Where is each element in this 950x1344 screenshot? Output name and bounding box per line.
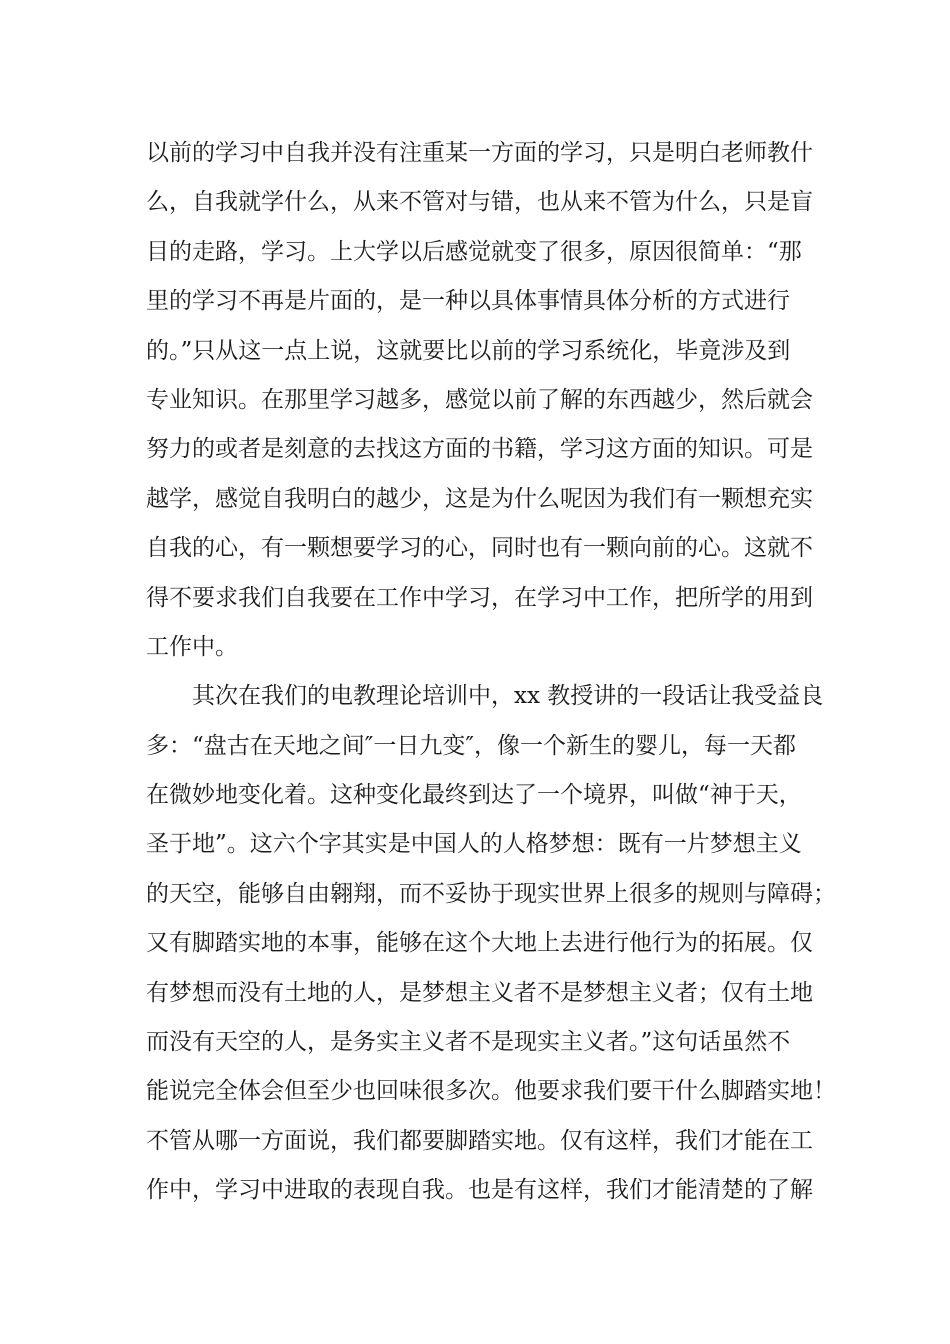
paragraph-line: 圣于地”。这六个字其实是中国人的人格梦想：既有一片梦想主义 — [146, 831, 802, 858]
document-body — [146, 129, 836, 1216]
paragraph-2 — [146, 672, 836, 1215]
paragraph-line: 么，自我就学什么，从来不管对与错，也从来不管为什么，只是盲 — [146, 189, 813, 216]
paragraph-line: 努力的或者是刻意的去找这方面的书籍，学习这方面的知识。可是 — [146, 436, 813, 463]
paragraph-line: 其次在我们的电教理论培训中，xx 教授讲的一段话让我受益良 — [192, 683, 824, 710]
paragraph-line: 的。”只从这一点上说，这就要比以前的学习系统化，毕竟涉及到 — [146, 337, 791, 364]
paragraph-line: 又有脚踏实地的本事，能够在这个大地上去进行他行为的拓展。仅 — [146, 930, 813, 957]
paragraph-line: 有梦想而没有土地的人，是梦想主义者不是梦想主义者；仅有土地 — [146, 979, 813, 1006]
paragraph-line: 而没有天空的人，是务实主义者不是现实主义者。”这句话虽然不 — [146, 1029, 791, 1056]
paragraph-line: 多：“盘古在天地之间″一日九变″，像一个新生的婴儿，每一天都 — [146, 732, 796, 759]
paragraph-line: 的天空，能够自由翱翔，而不妥协于现实世界上很多的规则与障碍； — [146, 880, 836, 907]
paragraph-line: 不管从哪一方面说，我们都要脚踏实地。仅有这样，我们才能在工 — [146, 1127, 813, 1154]
paragraph-line: 自我的心，有一颗想要学习的心，同时也有一颗向前的心。这就不 — [146, 535, 813, 562]
paragraph-1 — [146, 129, 826, 672]
paragraph-line: 能说完全体会但至少也回味很多次。他要求我们要干什么脚踏实地！ — [146, 1078, 836, 1105]
paragraph-line: 以前的学习中自我并没有注重某一方面的学习，只是明白老师教什 — [146, 140, 813, 166]
paragraph-line: 得不要求我们自我要在工作中学习，在学习中工作，把所学的用到 — [146, 584, 813, 611]
paragraph-line: 越学，感觉自我明白的越少，这是为什么呢因为我们有一颗想充实 — [146, 485, 813, 512]
paragraph-line: 目的走路，学习。上大学以后感觉就变了很多，原因很简单：“那 — [146, 238, 802, 265]
paragraph-line: 工作中。 — [146, 633, 238, 660]
paragraph-line: 里的学习不再是片面的，是一种以具体事情具体分析的方式进行 — [146, 288, 790, 315]
paragraph-line: 作中，学习中进取的表现自我。也是有这样，我们才能清楚的了解 — [146, 1177, 813, 1204]
paragraph-line: 在微妙地变化着。这种变化最终到达了一个境界，叫做“神于天， — [146, 782, 802, 809]
paragraph-line: 专业知识。在那里学习越多，感觉以前了解的东西越少，然后就会 — [146, 386, 813, 413]
